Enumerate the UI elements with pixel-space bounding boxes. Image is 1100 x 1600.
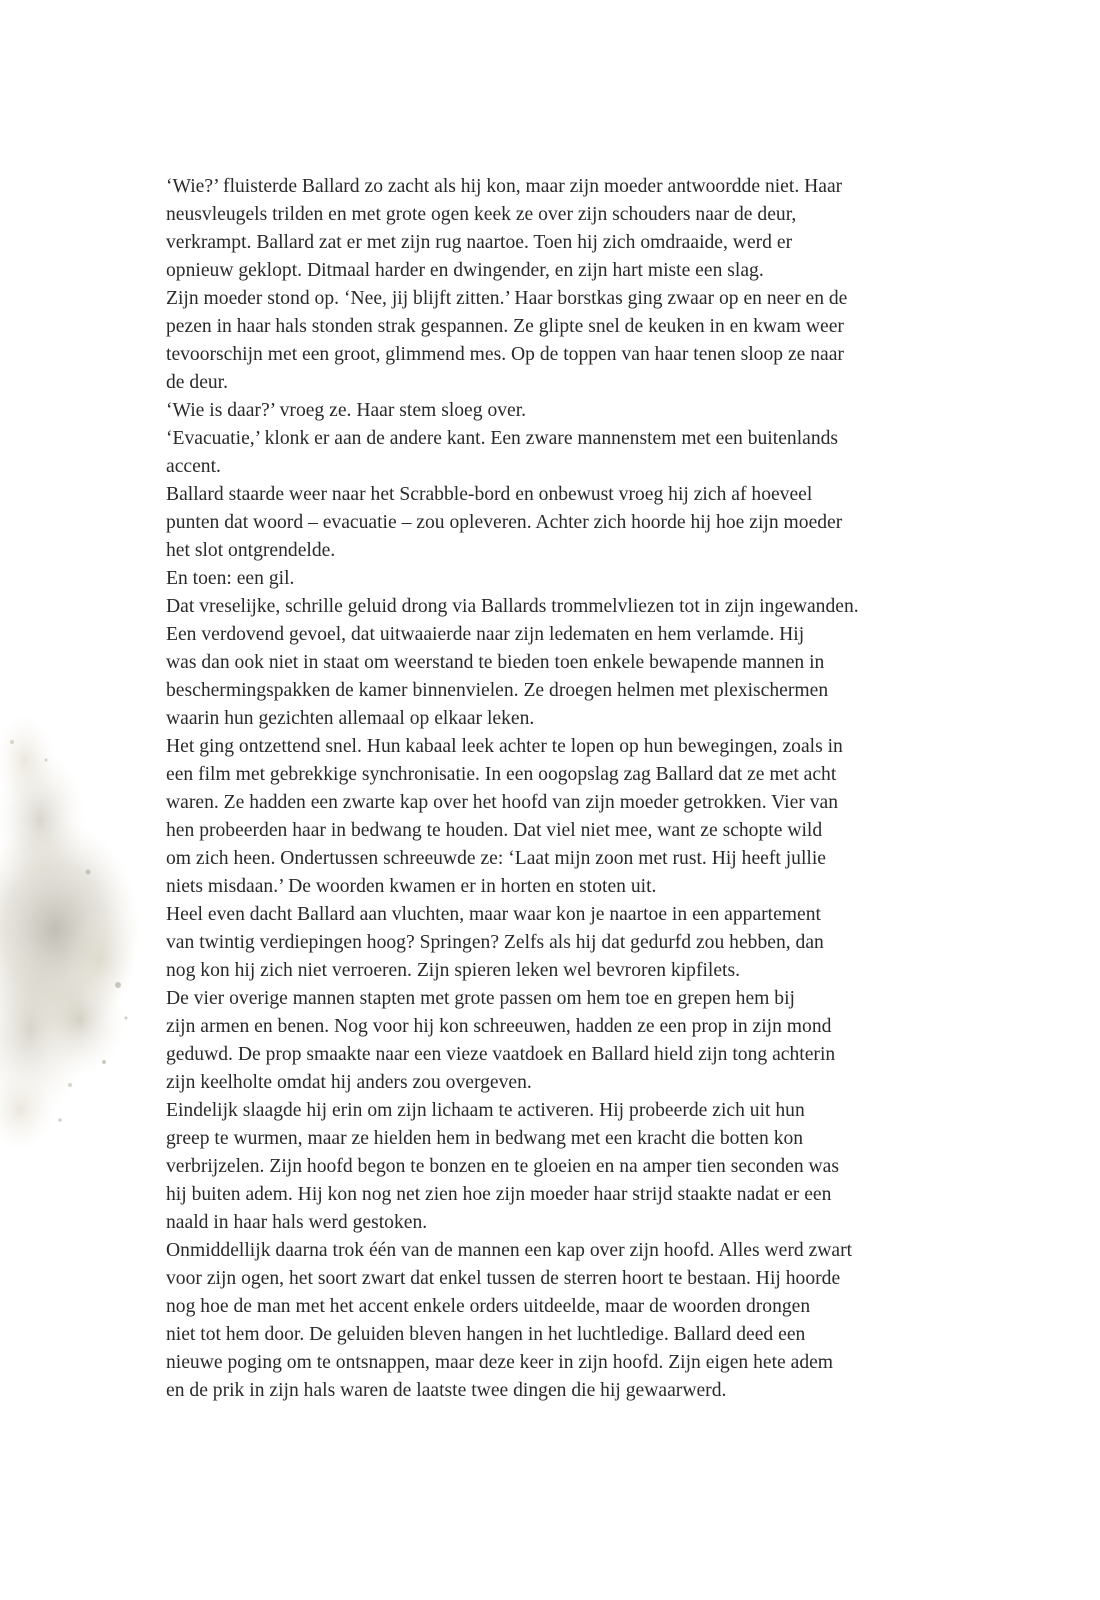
text-line: ‘Wie?’ fluisterde Ballard zo zacht als hij kon, maar zijn moeder antwoordde niet. Haar [166,176,843,197]
text-line: zijn armen en benen. Nog voor hij kon schreeuwen, hadden ze een prop in zijn mond [166,1016,832,1037]
text-line: om zich heen. Ondertussen schreeuwde ze: ‘Laat mijn zoon met rust. Hij heeft jullie [166,848,826,869]
text-line: hij buiten adem. Hij kon nog net zien hoe zijn moeder haar strijd staakte nadat er een [166,1184,832,1205]
text-line: Zijn moeder stond op. ‘Nee, jij blijft zitten.’ Haar borstkas ging zwaar op en neer en de [166,288,848,309]
text-line: En toen: een gil. [166,568,295,589]
text-line: Onmiddellijk daarna trok één van de mannen een kap over zijn hoofd. Alles werd zwart [166,1240,853,1261]
text-line: accent. [166,456,221,477]
text-line: en de prik in zijn hals waren de laatste twee dingen die hij gewaarwerd. [166,1380,727,1401]
text-line: beschermingspakken de kamer binnenvielen. Ze droegen helmen met plexischermen [166,680,829,701]
text-line: voor zijn ogen, het soort zwart dat enkel tussen de sterren hoort te bestaan. Hij hoorde [166,1268,841,1289]
text-line: Dat vreselijke, schrille geluid drong via Ballards trommelvliezen tot in zijn ingewanden. [166,596,859,617]
text-line: De vier overige mannen stapten met grote passen om hem toe en grepen hem bij [166,988,795,1009]
text-line: verbrijzelen. Zijn hoofd begon te bonzen en te gloeien en na amper tien seconden was [166,1156,840,1177]
text-line: hen probeerden haar in bedwang te houden. Dat viel niet mee, want ze schopte wild [166,820,823,841]
text-line: ‘Wie is daar?’ vroeg ze. Haar stem sloeg over. [166,400,527,421]
text-line: nog kon hij zich niet verroeren. Zijn spieren leken wel bevroren kipfilets. [166,960,741,981]
text-line: Een verdovend gevoel, dat uitwaaierde naar zijn ledematen en hem verlamde. Hij [166,624,805,645]
text-line: niets misdaan.’ De woorden kwamen er in horten en stoten uit. [166,876,657,897]
text-line: een film met gebrekkige synchronisatie. In een oogopslag zag Ballard dat ze met acht [166,764,837,785]
text-line: neusvleugels trilden en met grote ogen keek ze over zijn schouders naar de deur, [166,204,797,225]
text-line: opnieuw geklopt. Ditmaal harder en dwingender, en zijn hart miste een slag. [166,260,764,281]
text-line: Het ging ontzettend snel. Hun kabaal leek achter te lopen op hun bewegingen, zoals in [166,736,843,757]
text-line: naald in haar hals werd gestoken. [166,1212,428,1233]
text-line: ‘Evacuatie,’ klonk er aan de andere kant. Een zware mannenstem met een buitenlands [166,428,839,449]
text-line: de deur. [166,372,229,393]
text-line: punten dat woord – evacuatie – zou opleveren. Achter zich hoorde hij hoe zijn moeder [166,512,843,533]
text-line: zijn keelholte omdat hij anders zou overgeven. [166,1072,532,1093]
body-text [166,173,946,1405]
text-line: Ballard staarde weer naar het Scrabble-bord en onbewust vroeg hij zich af hoeveel [166,484,813,505]
text-line: Eindelijk slaagde hij erin om zijn lichaam te activeren. Hij probeerde zich uit hun [166,1100,805,1121]
text-line: niet tot hem door. De geluiden bleven hangen in het luchtledige. Ballard deed een [166,1324,806,1345]
text-line: pezen in haar hals stonden strak gespannen. Ze glipte snel de keuken in en kwam weer [166,316,844,337]
text-line: nieuwe poging om te ontsnappen, maar deze keer in zijn hoofd. Zijn eigen hete adem [166,1352,834,1373]
text-line: geduwd. De prop smaakte naar een vieze vaatdoek en Ballard hield zijn tong achterin [166,1044,836,1065]
text-line: Heel even dacht Ballard aan vluchten, maar waar kon je naartoe in een appartement [166,904,821,925]
text-line: het slot ontgrendelde. [166,540,336,561]
text-line: verkrampt. Ballard zat er met zijn rug naartoe. Toen hij zich omdraaide, werd er [166,232,793,253]
text-line: van twintig verdiepingen hoog? Springen? Zelfs als hij dat gedurfd zou hebben, dan [166,932,824,953]
text-line: greep te wurmen, maar ze hielden hem in bedwang met een kracht die botten kon [166,1128,804,1149]
text-line: waarin hun gezichten allemaal op elkaar leken. [166,708,535,729]
text-line: tevoorschijn met een groot, glimmend mes. Op de toppen van haar tenen sloop ze naar [166,344,844,365]
text-line: was dan ook niet in staat om weerstand te bieden toen enkele bewapende mannen in [166,652,825,673]
text-line: nog hoe de man met het accent enkele orders uitdeelde, maar de woorden drongen [166,1296,811,1317]
text-line: waren. Ze hadden een zwarte kap over het hoofd van zijn moeder getrokken. Vier van [166,792,838,813]
